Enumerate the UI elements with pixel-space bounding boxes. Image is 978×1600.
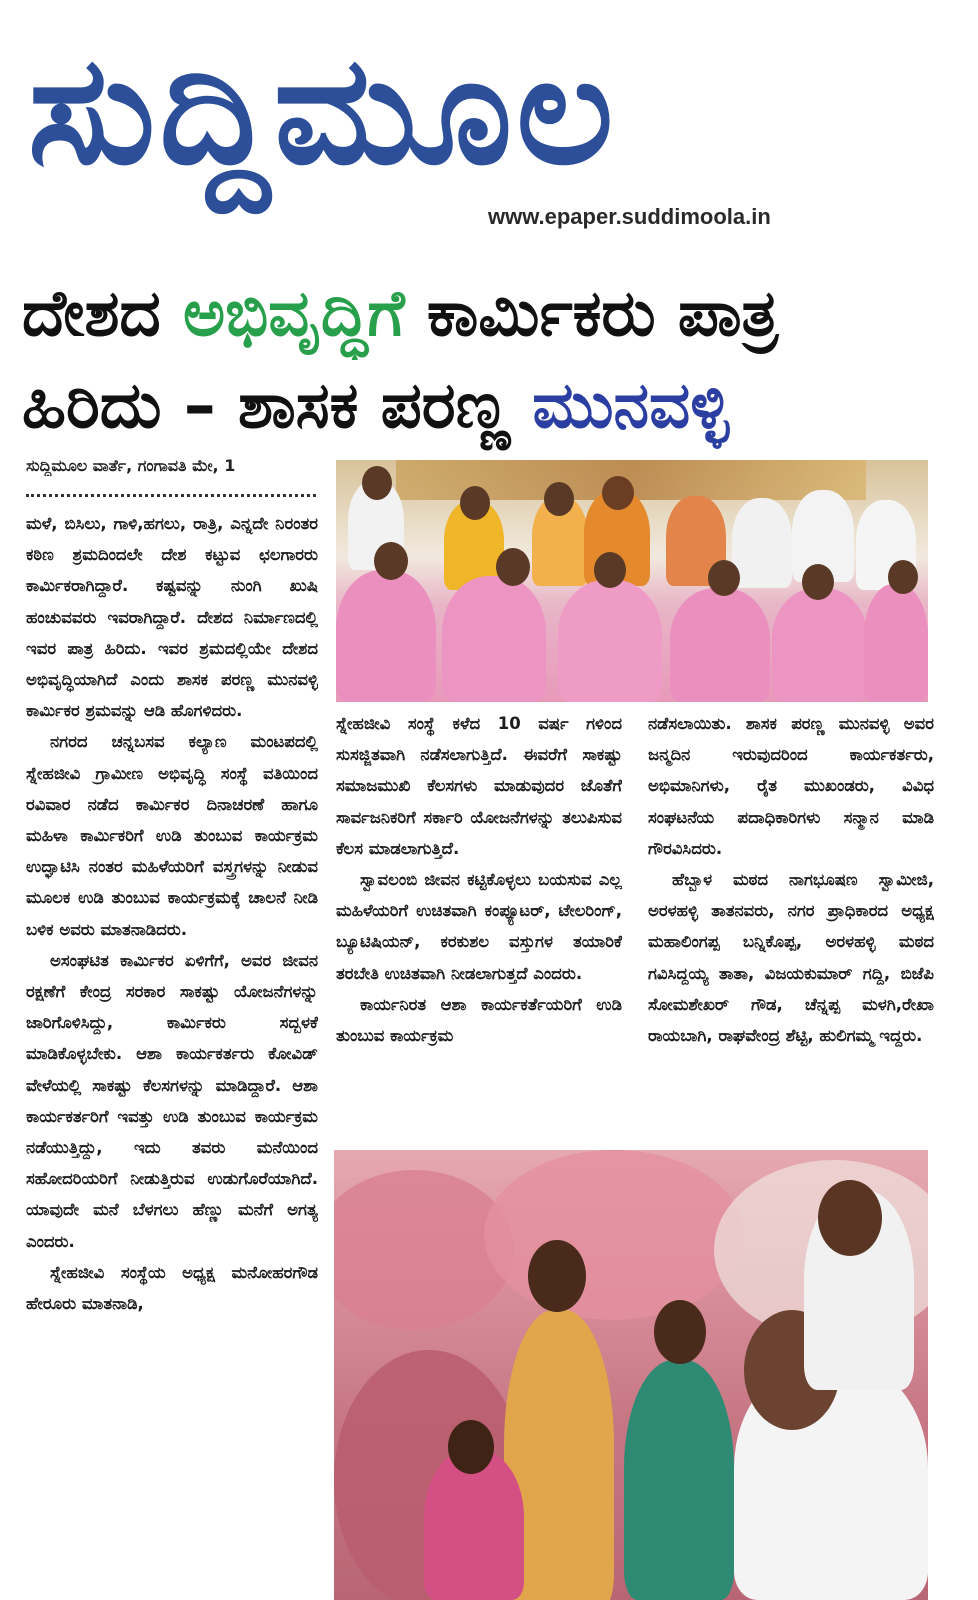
photo-figure-head xyxy=(708,560,740,596)
photo-crowd xyxy=(334,1150,928,1600)
article-column-right xyxy=(648,708,934,1148)
article-paragraph: ಹೆಬ್ಬಾಳ ಮಠದ ನಾಗಭೂಷಣ ಸ್ವಾಮೀಜಿ, ಅರಳಹಳ್ಳಿ ತಾತನವರು, ನಗರ ಪ್ರಾಧಿಕಾರದ ಅಧ್ಯಕ್ಷ ಮಹಾಲಿಂಗಪ್ಪ ಬನ್ನಿಕೊಪ್ಪ, ಅರಳಹಳ್ಳಿ ಮಠದ ಗವಿಸಿದ್ದಯ್ಯ ತಾತಾ, ವಿಜಯಕುಮಾರ್ ಗದ್ದಿ, ಬಿಜೆಪಿ ಸೋಮಶೇಖರ್ ಗೌಡ, ಚೆನ್ನಪ್ಪ ಮಳಗಿ,ರೇಖಾ ರಾಯಬಾಗಿ, ರಾಘವೇಂದ್ರ ಶೆಟ್ಟಿ, ಹುಲಿಗಮ್ಮ ಇದ್ದರು. xyxy=(648,870,934,1046)
photo-stage-group xyxy=(336,460,928,702)
article-paragraph: ನಗರದ ಚನ್ನಬಸವ ಕಲ್ಯಾಣ ಮಂಟಪದಲ್ಲಿ ಸ್ನೇಹಜೀವಿ ಗ್ರಾಮೀಣ ಅಭಿವೃದ್ಧಿ ಸಂಸ್ಥೆ ವತಿಯಿಂದ ರವಿವಾರ ನಡೆದ ಕಾರ್ಮಿಕರ ದಿನಾಚರಣೆ ಹಾಗೂ ಮಹಿಳಾ ಕಾರ್ಮಿಕರಿಗೆ ಉಡಿ ತುಂಬುವ ಕಾರ್ಯಕ್ರಮ ಉದ್ಘಾಟಿಸಿ ನಂತರ ಮಹಿಳೆಯರಿಗೆ ವಸ್ತ್ರಗಳನ್ನು ನೀಡುವ ಮೂಲಕ ಉಡಿ ತುಂಬುವ ಕಾರ್ಯಕ್ರಮಕ್ಕೆ ಚಾಲನೆ ನೀಡಿ ಬಳಿಕ ಅವರು ಮಾತನಾಡಿದರು. xyxy=(26,732,318,939)
photo-figure xyxy=(772,588,868,702)
photo-figure-head xyxy=(362,466,392,500)
photo-figure xyxy=(442,576,546,702)
photo-figure-head xyxy=(802,564,834,600)
article-paragraph: ಅಸಂಘಟಿತ ಕಾರ್ಮಿಕರ ಏಳಿಗೆಗೆ, ಅವರ ಜೀವನ ರಕ್ಷಣೆಗೆ ಕೇಂದ್ರ ಸರಕಾರ ಸಾಕಷ್ಟು ಯೋಜನೆಗಳನ್ನು ಜಾರಿಗೊಳಿಸಿದ್ದು, ಕಾರ್ಮಿಕರು ಸದ್ಬಳಕೆ ಮಾಡಿಕೊಳ್ಳಬೇಕು. ಆಶಾ ಕಾರ್ಯಕರ್ತರು ಕೋವಿಡ್ ವೇಳೆಯಲ್ಲಿ ಸಾಕಷ್ಟು ಕೆಲಸಗಳನ್ನು ಮಾಡಿದ್ದಾರೆ. ಆಶಾ ಕಾರ್ಯಕರ್ತರಿಗೆ ಇವತ್ತು ಉಡಿ ತುಂಬುವ ಕಾರ್ಯಕ್ರಮ ನಡೆಯುತ್ತಿದ್ದು, ಇದು ತವರು ಮನೆಯಿಂದ ಸಹೋದರಿಯರಿಗೆ ನೀಡುತ್ತಿರುವ ಉಡುಗೊರೆಯಾಗಿದೆ. ಯಾವುದೇ ಮನೆ ಬೆಳಗಲು ಹೆಣ್ಣು ಮನೆಗೆ ಅಗತ್ಯ ಎಂದರು. xyxy=(26,950,318,1251)
photo-figure-head xyxy=(460,486,490,520)
photo-figure-head xyxy=(448,1420,494,1474)
headline-text: ದೇಶದ xyxy=(22,277,184,351)
photo-figure-head xyxy=(888,560,918,594)
photo-figure xyxy=(624,1360,734,1600)
article-paragraph: ಮಳೆ, ಬಿಸಿಲು, ಗಾಳಿ,ಹಗಲು, ರಾತ್ರಿ, ಎನ್ನದೇ ನಿರಂತರ ಕಠಿಣ ಶ್ರಮದಿಂದಲೇ ದೇಶ ಕಟ್ಟುವ ಛಲಗಾರರು ಕಾರ್ಮಿಕರಾಗಿದ್ದಾರೆ. ಕಷ್ಟವನ್ನು ನುಂಗಿ ಖುಷಿ ಹಂಚುವವರು ಇವರಾಗಿದ್ದಾರೆ. ದೇಶದ ನಿರ್ಮಾಣದಲ್ಲಿ ಇವರ ಪಾತ್ರ ಹಿರಿದು. ಇವರ ಶ್ರಮದಲ್ಲಿಯೇ ದೇಶದ ಅಭಿವೃದ್ಧಿಯಾಗಿದೆ ಎಂದು ಶಾಸಕ ಪರಣ್ಣ ಮುನವಳ್ಳಿ ಕಾರ್ಮಿಕರ ಶ್ರಮವನ್ನು ಆಡಿ ಹೊಗಳಿದರು. xyxy=(26,514,318,721)
photo-figure-head xyxy=(544,482,574,516)
photo-figure xyxy=(732,498,792,588)
photo-crowd-area xyxy=(484,1150,744,1320)
photo-figure-head xyxy=(602,476,634,510)
photo-figure xyxy=(558,580,662,702)
article-paragraph: ಸ್ನೇಹಜೀವಿ ಸಂಸ್ಥೆ ಕಳೆದ 10 ವರ್ಷ ಗಳಿಂದ ಸುಸಜ್ಜಿತವಾಗಿ ನಡೆಸಲಾಗುತ್ತಿದೆ. ಈವರೆಗೆ ಸಾಕಷ್ಟು ಸಮಾಜಮುಖಿ ಕೆಲಸಗಳು ಮಾಡುವುದರ ಜೊತೆಗೆ ಸಾರ್ವಜನಿಕರಿಗೆ ಸರ್ಕಾರಿ ಯೋಜನೆಗಳನ್ನು ತಲುಪಿಸುವ ಕೆಲಸ ಮಾಡಲಾಗುತ್ತಿದೆ. xyxy=(336,714,622,858)
masthead xyxy=(0,0,978,262)
photo-figure xyxy=(864,584,928,702)
headline-accent-green: ಅಭಿವೃದ್ಧಿಗೆ xyxy=(183,277,405,351)
dotted-divider xyxy=(26,494,316,497)
photo-figure-head xyxy=(818,1180,882,1256)
photo-figure-head xyxy=(528,1240,586,1312)
epaper-url[interactable]: www.epaper.suddimoola.in xyxy=(488,204,771,229)
photo-figure-head xyxy=(496,548,530,586)
headline-text: ಕಾರ್ಮಿಕರು ಪಾತ್ರ xyxy=(404,277,779,351)
article-column-middle xyxy=(336,708,622,1148)
article-paragraph: ಸ್ವಾವಲಂಬಿ ಜೀವನ ಕಟ್ಟಿಕೊಳ್ಳಲು ಬಯಸುವ ಎಲ್ಲ ಮಹಿಳೆಯರಿಗೆ ಉಚಿತವಾಗಿ ಕಂಪ್ಯೂಟರ್, ಟೇಲರಿಂಗ್, ಬ್ಯೂಟಿಷಿಯನ್, ಕರಕುಶಲ ವಸ್ತುಗಳ ತಯಾರಿಕೆ ತರಬೇತಿ ಉಚಿತವಾಗಿ ನೀಡಲಾಗುತ್ತದೆ ಎಂದರು. xyxy=(336,870,622,983)
headline-text: ಹಿರಿದು – ಶಾಸಕ ಪರಣ್ಣ xyxy=(22,369,533,443)
dateline: ಸುದ್ದಿಮೂಲ ವಾರ್ತೆ, ಗಂಗಾವತಿ ಮೇ, 1 xyxy=(26,456,236,475)
article-paragraph: ಕಾರ್ಯನಿರತ ಆಶಾ ಕಾರ್ಯಕರ್ತೆಯರಿಗೆ ಉಡಿ ತುಂಬುವ ಕಾರ್ಯಕ್ರಮ xyxy=(336,994,622,1046)
photo-figure xyxy=(670,588,770,702)
headline-line-2 xyxy=(22,360,962,452)
newspaper-logo: ಸುದ್ದಿಮೂಲ xyxy=(28,24,618,198)
article-paragraph: ನಡೆಸಲಾಯಿತು. ಶಾಸಕ ಪರಣ್ಣ ಮುನವಳ್ಳಿ ಅವರ ಜನ್ಮದಿನ ಇರುವುದರಿಂದ ಕಾರ್ಯಕರ್ತರು, ಅಭಿಮಾನಿಗಳು, ರೈತ ಮುಖಂಡರು, ವಿವಿಧ ಸಂಘಟನೆಯ ಪದಾಧಿಕಾರಿಗಳು ಸನ್ಮಾನ ಮಾಡಿ ಗೌರವಿಸಿದರು. xyxy=(648,714,934,858)
photo-figure-head xyxy=(594,552,626,588)
photo-figure-head xyxy=(654,1300,706,1364)
photo-figure xyxy=(336,570,436,702)
headline-accent-blue: ಮುನವಳ್ಳಿ xyxy=(532,369,730,443)
photo-figure-head xyxy=(374,542,408,580)
article-paragraph: ಸ್ನೇಹಜೀವಿ ಸಂಸ್ಥೆಯ ಅಧ್ಯಕ್ಷ ಮನೋಹರಗೌಡ ಹೇರೂರು ಮಾತನಾಡಿ, xyxy=(26,1262,318,1314)
headline-line-1 xyxy=(22,268,962,360)
article-column-left xyxy=(26,508,318,1598)
